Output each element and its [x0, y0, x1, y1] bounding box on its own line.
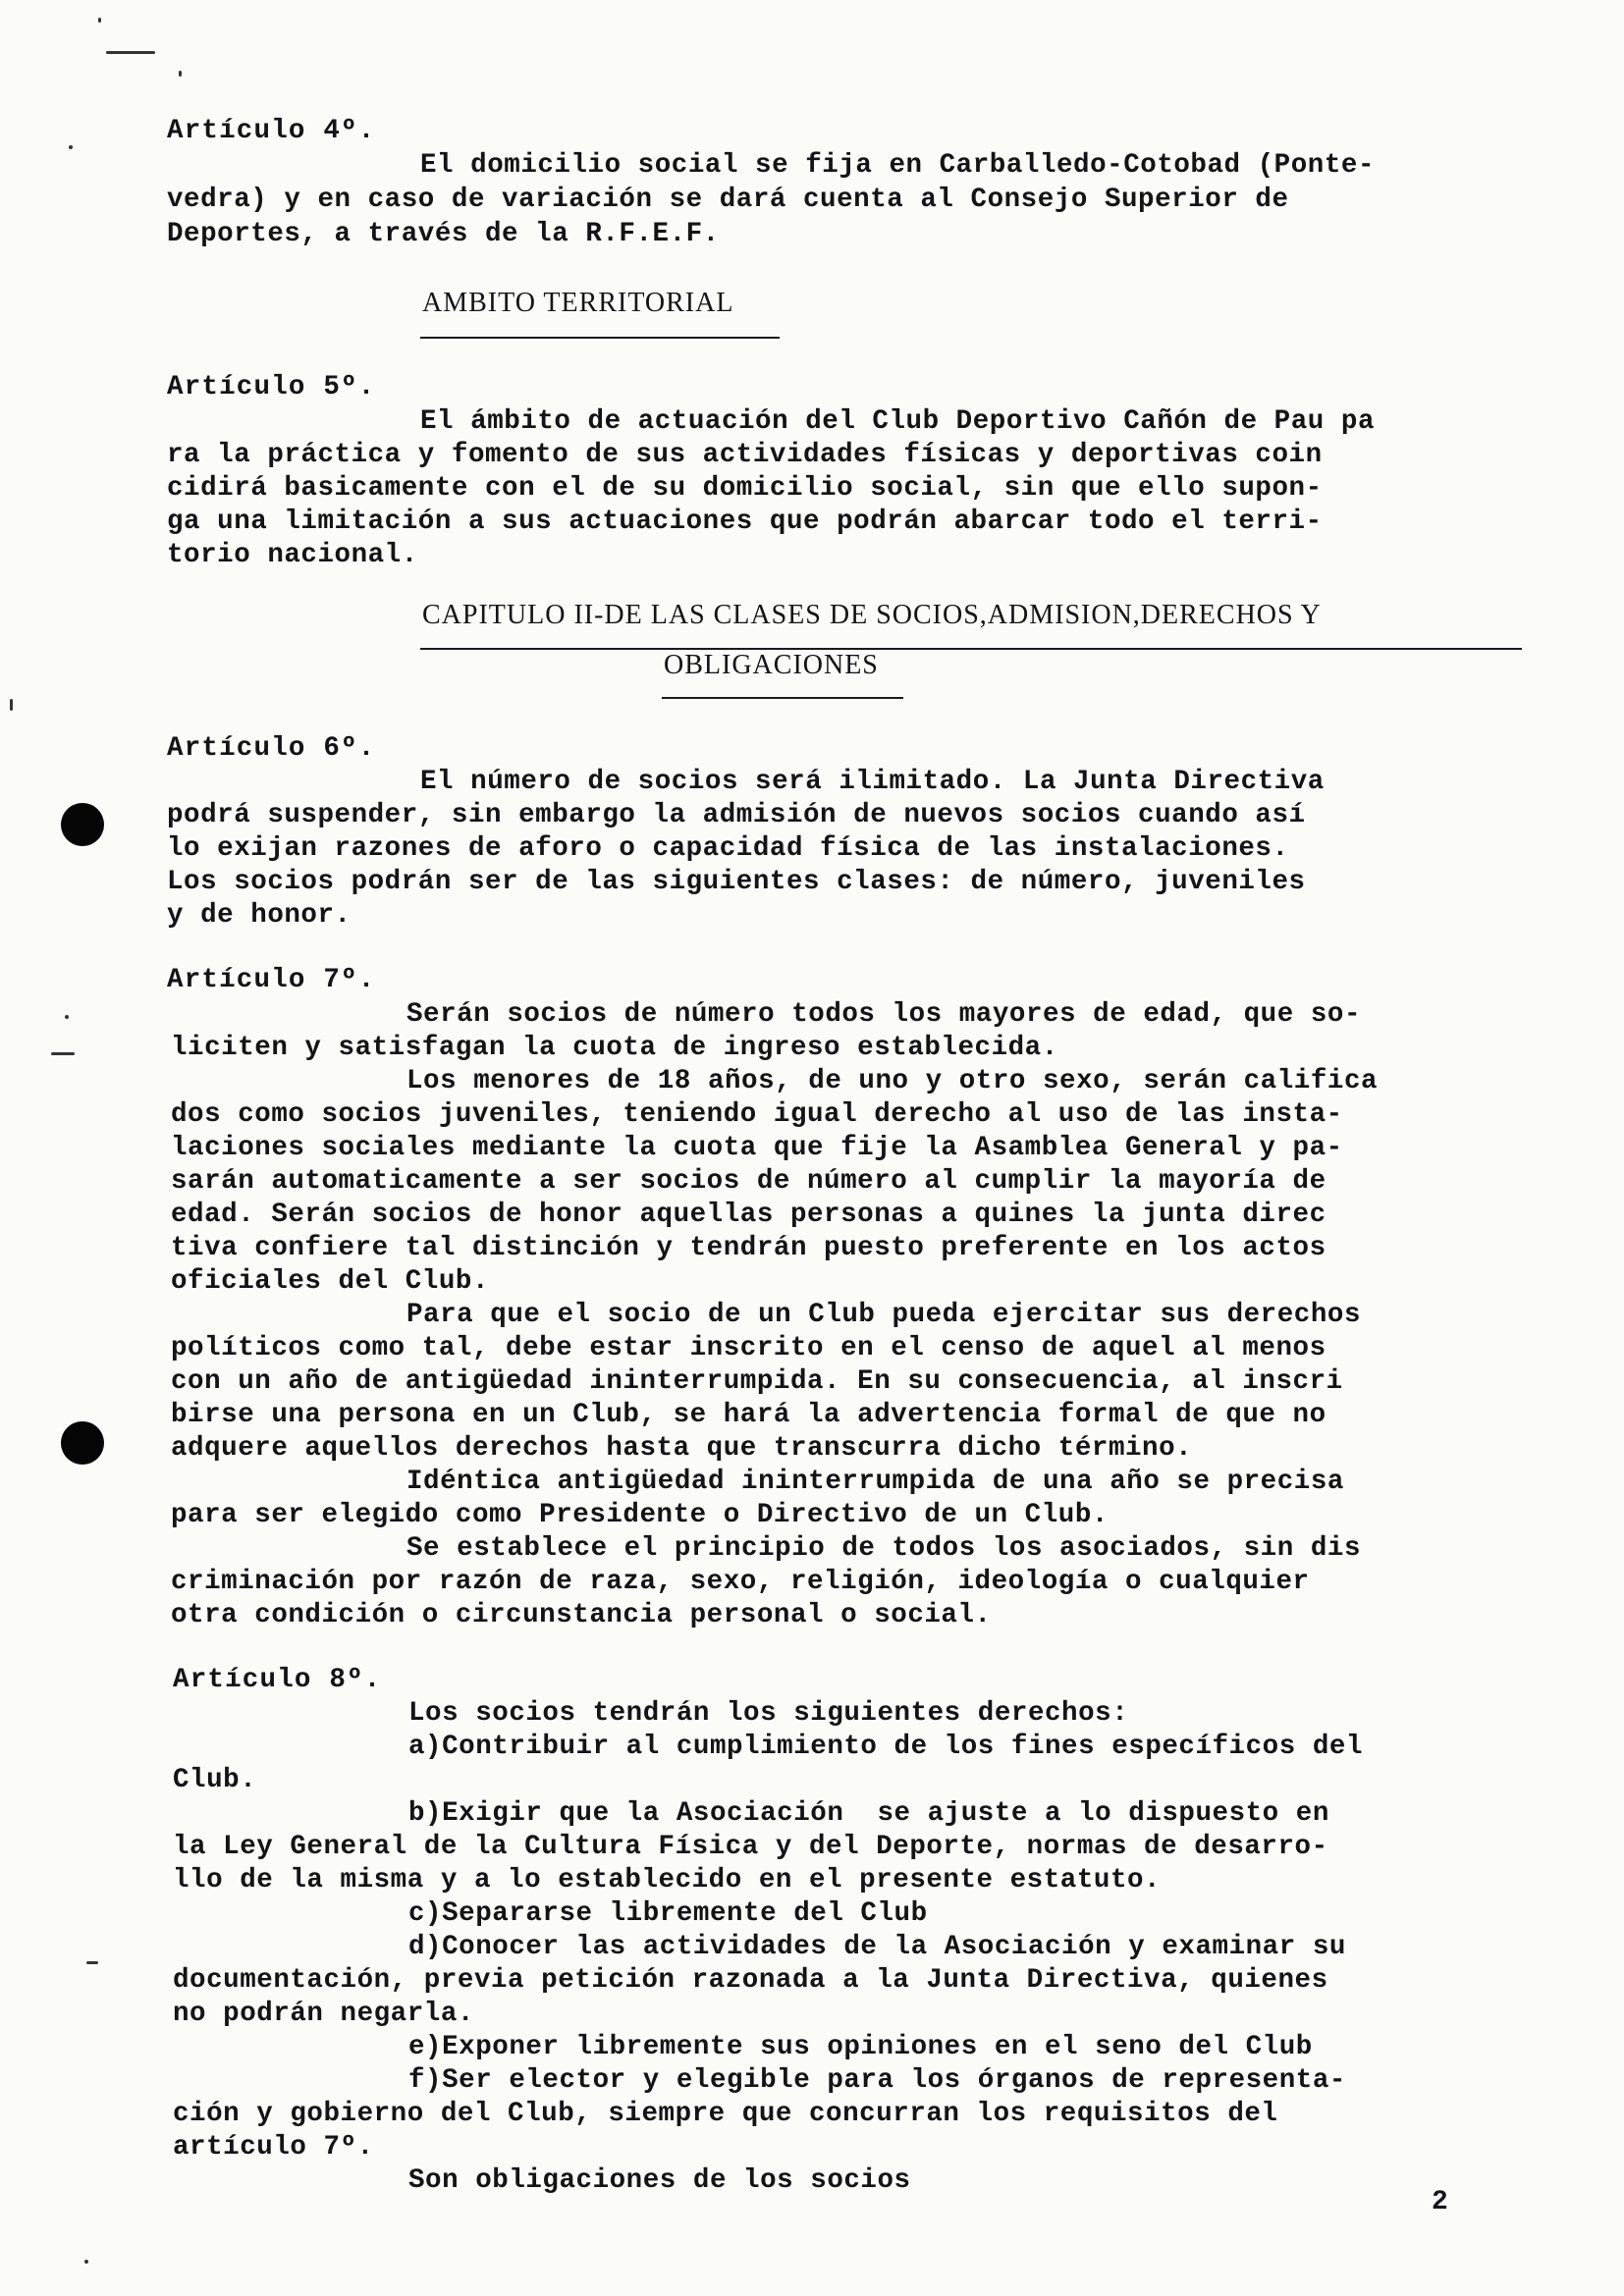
- scan-speck: [10, 699, 13, 711]
- article-8-line: llo de la misma y a lo establecido en el presente estatuto.: [173, 1865, 1162, 1896]
- article-6-heading: Artículo 6º.: [167, 733, 376, 764]
- punch-hole-top: [61, 803, 104, 846]
- article-8-line: documentación, previa petición razonada a la Junta Directiva, quienes: [173, 1965, 1328, 1996]
- article-7-line: con un año de antigüedad ininterrumpida. En su consecuencia, al inscri: [171, 1366, 1343, 1397]
- article-5-line: ga una limitación a sus actuaciones que podrán abarcar todo el terri-: [167, 507, 1323, 537]
- article-8-line: Son obligaciones de los socios: [408, 2165, 911, 2196]
- article-7-line: Para que el socio de un Club pueda ejercitar sus derechos: [406, 1300, 1362, 1330]
- article-7-line: Serán socios de número todos los mayores de edad, que so-: [406, 999, 1362, 1030]
- section-underline: [420, 337, 780, 339]
- section-title-ambito: AMBITO TERRITORIAL: [422, 288, 734, 318]
- scan-speck: [86, 1961, 98, 1964]
- article-4-line: El domicilio social se fija en Carballedo-Cotobad (Ponte-: [420, 150, 1376, 181]
- article-6-line: Los socios podrán ser de las siguientes clases: de número, juveniles: [167, 867, 1306, 897]
- article-7-line: Se establece el principio de todos los asociados, sin dis: [406, 1533, 1362, 1564]
- chapter-underline: [420, 648, 1522, 650]
- article-7-line: liciten y satisfagan la cuota de ingreso establecida.: [171, 1033, 1058, 1063]
- article-5-line: ra la práctica y fomento de sus actividades físicas y deportivas coin: [167, 440, 1323, 470]
- article-7-line: políticos como tal, debe estar inscrito en el censo de aquel al menos: [171, 1333, 1326, 1363]
- article-7-line: tiva confiere tal distinción y tendrán puesto preferente en los actos: [171, 1233, 1326, 1263]
- article-8-line: e)Exponer libremente sus opiniones en el seno del Club: [408, 2032, 1313, 2062]
- article-7-line: edad. Serán socios de honor aquellas personas a quines la junta direc: [171, 1200, 1326, 1230]
- article-7-line: oficiales del Club.: [171, 1266, 490, 1297]
- article-7-line: adquere aquellos derechos hasta que transcurra dicho término.: [171, 1433, 1193, 1464]
- scan-speck: [65, 1015, 69, 1019]
- article-6-line: podrá suspender, sin embargo la admisión de nuevos socios cuando así: [167, 800, 1306, 830]
- article-6-line: lo exijan razones de aforo o capacidad física de las instalaciones.: [167, 833, 1289, 864]
- article-7-line: Idéntica antigüedad ininterrumpida de una año se precisa: [406, 1467, 1344, 1497]
- article-8-line: Club.: [173, 1765, 257, 1795]
- article-5-line: cidirá basicamente con el de su domicilio social, sin que ello supon-: [167, 473, 1323, 504]
- article-8-line: a)Contribuir al cumplimiento de los fines específicos del: [408, 1732, 1364, 1762]
- article-6-line: y de honor.: [167, 900, 352, 931]
- article-7-line: criminación por razón de raza, sexo, religión, ideología o cualquier: [171, 1567, 1310, 1597]
- article-8-line: c)Separarse libremente del Club: [408, 1898, 928, 1929]
- chapter-title-line2: OBLIGACIONES: [664, 650, 879, 680]
- article-4-heading: Artículo 4º.: [167, 116, 376, 146]
- article-7-heading: Artículo 7º.: [167, 965, 376, 995]
- scan-speck: [106, 51, 155, 54]
- scan-speck: [69, 145, 73, 149]
- article-5-line: El ámbito de actuación del Club Deportivo Cañón de Pau pa: [420, 406, 1376, 437]
- article-7-line: para ser elegido como Presidente o Directivo de un Club.: [171, 1500, 1109, 1530]
- article-5-heading: Artículo 5º.: [167, 372, 376, 402]
- article-7-line: birse una persona en un Club, se hará la advertencia formal de que no: [171, 1400, 1326, 1430]
- scan-speck: [51, 1052, 75, 1055]
- article-8-line: d)Conocer las actividades de la Asociación y examinar su: [408, 1932, 1346, 1962]
- chapter-title-line1: CAPITULO II-DE LAS CLASES DE SOCIOS,ADMISION,DERECHOS Y: [422, 600, 1322, 630]
- article-8-line: la Ley General de la Cultura Física y del Deporte, normas de desarro-: [173, 1832, 1328, 1862]
- article-7-line: sarán automaticamente a ser socios de número al cumplir la mayoría de: [171, 1166, 1326, 1197]
- article-8-line: artículo 7º.: [173, 2132, 374, 2163]
- article-8-line: b)Exigir que la Asociación se ajuste a lo dispuesto en: [408, 1798, 1329, 1829]
- chapter-underline-2: [662, 697, 903, 699]
- article-8-heading: Artículo 8º.: [173, 1665, 382, 1695]
- scan-speck: [179, 71, 182, 77]
- article-4-line: vedra) y en caso de variación se dará cuenta al Consejo Superior de: [167, 185, 1289, 215]
- article-6-line: El número de socios será ilimitado. La Junta Directiva: [420, 767, 1325, 797]
- scan-speck: [98, 18, 101, 23]
- article-5-line: torio nacional.: [167, 540, 418, 570]
- article-7-line: dos como socios juveniles, teniendo igual derecho al uso de las insta-: [171, 1099, 1343, 1130]
- article-8-line: no podrán negarla.: [173, 1999, 474, 2029]
- article-8-line: f)Ser elector y elegible para los órganos de representa-: [408, 2065, 1346, 2096]
- article-8-line: ción y gobierno del Club, siempre que concurran los requisitos del: [173, 2099, 1278, 2129]
- article-8-line: Los socios tendrán los siguientes derechos:: [408, 1698, 1129, 1729]
- article-4-line: Deportes, a través de la R.F.E.F.: [167, 219, 720, 249]
- page-number: 2: [1432, 2187, 1448, 2217]
- punch-hole-bottom: [61, 1421, 104, 1465]
- scan-speck: [84, 2260, 88, 2264]
- article-7-line: otra condición o circunstancia personal o social.: [171, 1600, 992, 1630]
- article-7-line: Los menores de 18 años, de uno y otro sexo, serán califica: [406, 1066, 1379, 1096]
- article-7-line: laciones sociales mediante la cuota que fije la Asamblea General y pa-: [171, 1133, 1343, 1163]
